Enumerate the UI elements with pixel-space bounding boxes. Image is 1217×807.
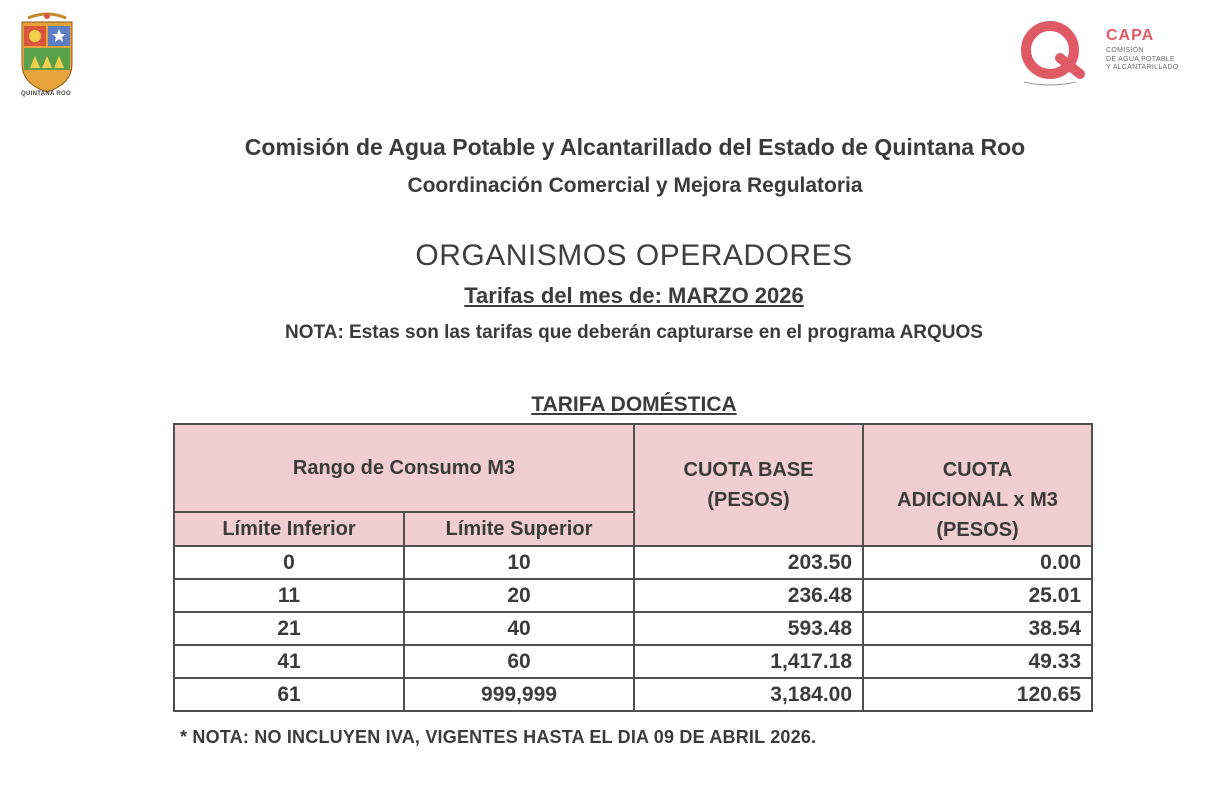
capture-note: NOTA: Estas son las tarifas que deberán capturarse en el programa ARQUOS	[285, 322, 983, 343]
cuota-base-header-line-1: CUOTA BASE	[683, 459, 814, 481]
organization-name: Comisión de Agua Potable y Alcantarillado del Estado de Quintana Roo	[244, 134, 1026, 160]
cuota-adicional-cell: 120.65	[863, 678, 1092, 711]
table-row	[174, 645, 1092, 678]
section-title: ORGANISMOS OPERADORES	[415, 239, 853, 272]
coordination-name: Coordinación Comercial y Mejora Regulatoria	[407, 174, 863, 197]
upper-limit-cell: 40	[404, 612, 634, 645]
upper-limit-cell: 60	[404, 645, 634, 678]
cuota-adicional-header-line-2: ADICIONAL x M3	[897, 489, 1058, 511]
lower-limit-cell: 41	[174, 645, 404, 678]
lower-limit-cell: 61	[174, 678, 404, 711]
cuota-adicional-header-line-1: CUOTA	[942, 459, 1013, 481]
cuota-adicional-header	[863, 424, 1092, 546]
lower-limit-header: Límite Inferior	[174, 512, 404, 546]
cuota-adicional-header-line-3: (PESOS)	[936, 519, 1019, 541]
range-header: Rango de Consumo M3	[174, 424, 634, 512]
table-row	[174, 678, 1092, 711]
cuota-base-cell: 3,184.00	[634, 678, 863, 711]
state-logo-caption: QUINTANA ROO	[21, 91, 71, 97]
tariff-table	[173, 423, 1093, 712]
table-row	[174, 546, 1092, 579]
table-row	[174, 612, 1092, 645]
quintana-roo-shield-logo	[14, 12, 80, 102]
cuota-adicional-cell: 0.00	[863, 546, 1092, 579]
cuota-base-cell: 203.50	[634, 546, 863, 579]
capa-subtitle-line-1: COMISIÓN	[1106, 47, 1144, 54]
capa-brand-name: CAPA	[1106, 27, 1155, 44]
capa-subtitle-line-2: DE AGUA POTABLE	[1106, 56, 1175, 63]
cuota-adicional-cell: 25.01	[863, 579, 1092, 612]
cuota-adicional-cell: 49.33	[863, 645, 1092, 678]
upper-limit-cell: 20	[404, 579, 634, 612]
tarifas-month-title: Tarifas del mes de: MARZO 2026	[464, 283, 804, 308]
cuota-base-cell: 1,417.18	[634, 645, 863, 678]
capa-subtitle-line-3: Y ALCANTARILLADO	[1106, 64, 1179, 71]
upper-limit-cell: 10	[404, 546, 634, 579]
cuota-base-header-line-2: (PESOS)	[707, 489, 790, 511]
tariff-table-title: TARIFA DOMÉSTICA	[531, 393, 737, 416]
cuota-adicional-cell: 38.54	[863, 612, 1092, 645]
upper-limit-header: Límite Superior	[404, 512, 634, 546]
upper-limit-cell: 999,999	[404, 678, 634, 711]
capa-q-logo	[1016, 18, 1088, 90]
cuota-base-cell: 236.48	[634, 579, 863, 612]
lower-limit-cell: 21	[174, 612, 404, 645]
lower-limit-cell: 11	[174, 579, 404, 612]
table-row	[174, 579, 1092, 612]
cuota-base-header	[634, 424, 863, 546]
footer-note: * NOTA: NO INCLUYEN IVA, VIGENTES HASTA EL DIA 09 DE ABRIL 2026.	[180, 727, 817, 747]
lower-limit-cell: 0	[174, 546, 404, 579]
cuota-base-cell: 593.48	[634, 612, 863, 645]
